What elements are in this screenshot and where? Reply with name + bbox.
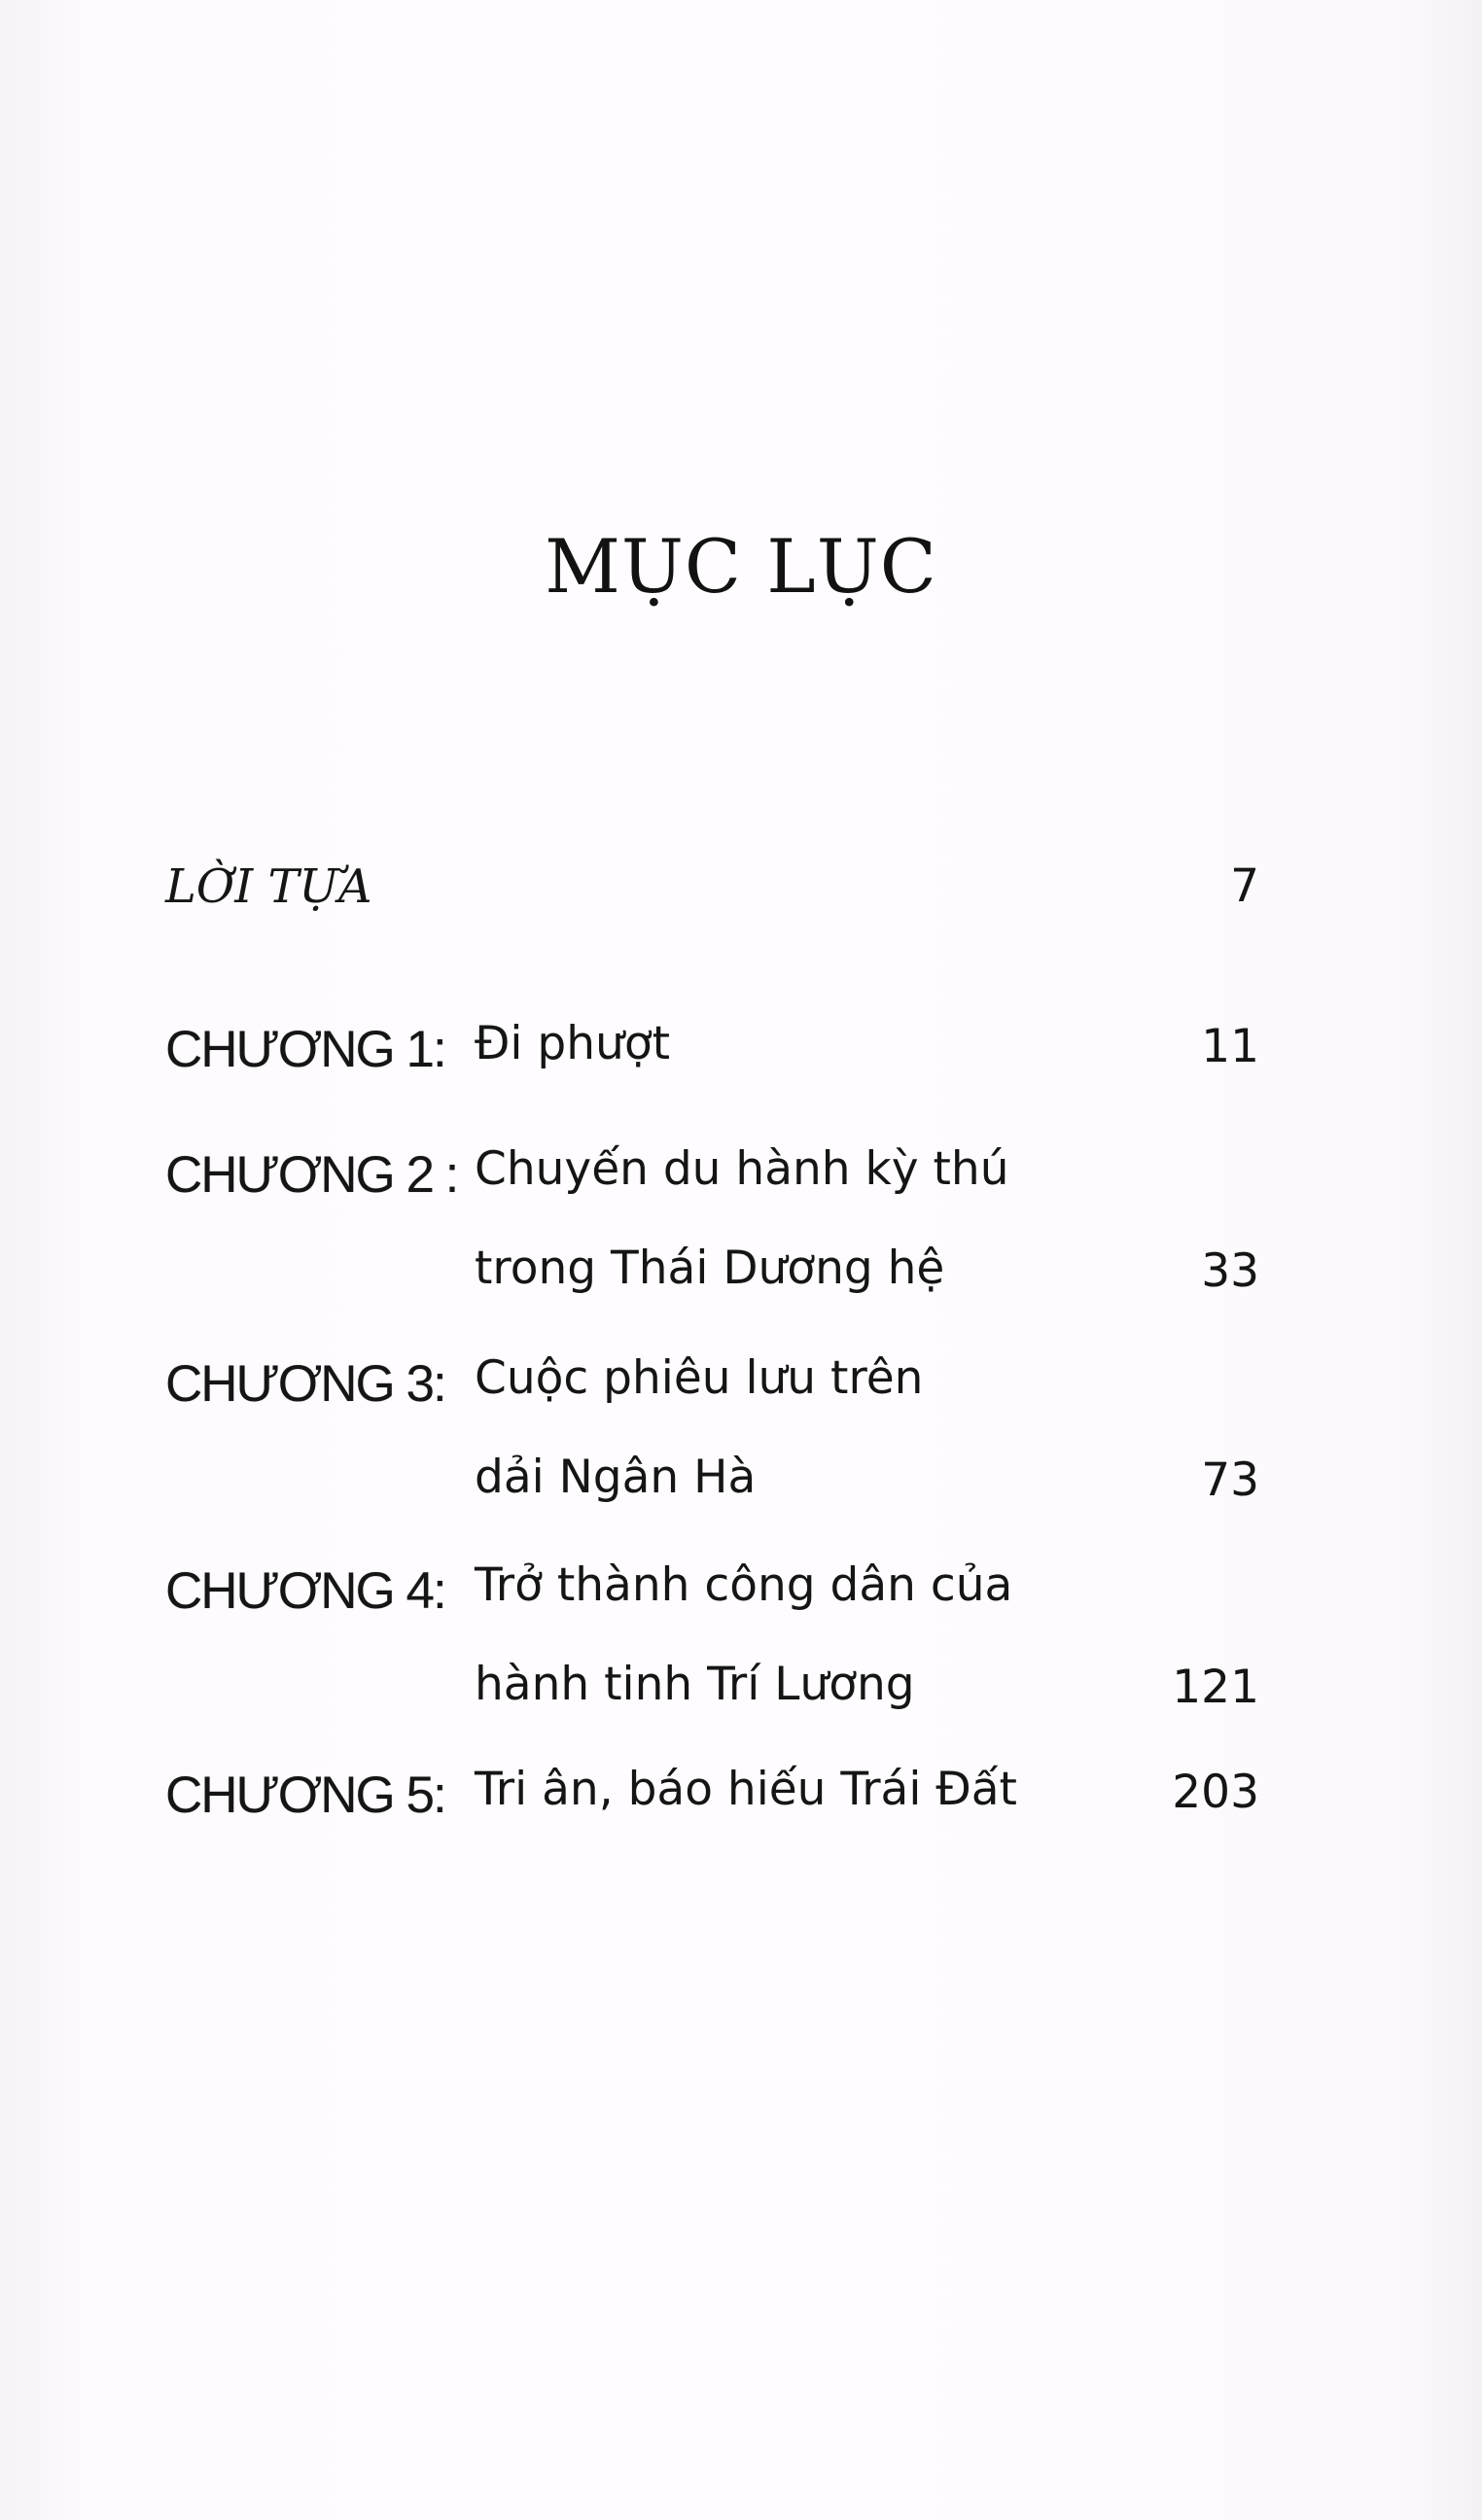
toc-entry-chapter-1 [165, 1017, 1259, 1131]
toc-entry-title [475, 995, 670, 1094]
toc-entry-title [475, 1740, 1017, 1839]
page-title: MỤC LỤC [545, 523, 937, 610]
toc-entry-label: CHƯƠNG 2 : [165, 1146, 458, 1204]
toc-entry-label: LỜI TỰA [165, 859, 372, 914]
toc-page-number: 203 [1172, 1766, 1259, 1819]
toc-page-number: 73 [1201, 1453, 1259, 1507]
toc-title-line: trong Thái Dương hệ [475, 1242, 945, 1295]
toc-page-number: 7 [1230, 859, 1259, 913]
toc-page-number: 33 [1201, 1244, 1259, 1298]
toc-page-number: 11 [1201, 1020, 1259, 1073]
toc-entry-title [475, 1329, 923, 1527]
toc-entry-title [475, 1120, 1009, 1318]
toc-entry-title [475, 1536, 1012, 1734]
toc-title-line: hành tinh Trí Lương [475, 1658, 915, 1711]
toc-title-line: Trở thành công dân của [475, 1558, 1013, 1612]
toc-entry-chapter-5 [165, 1763, 1259, 1876]
toc-entry-label: CHƯƠNG 4: [165, 1562, 445, 1620]
toc-title-line: Đi phượt [475, 1017, 671, 1070]
toc-page-number: 121 [1172, 1661, 1259, 1714]
toc-entry-label: CHƯƠNG 5: [165, 1767, 445, 1824]
toc-title-line: dải Ngân Hà [475, 1451, 757, 1504]
toc-entry-preface [165, 859, 1259, 970]
toc-title-line: Chuyến du hành kỳ thú [475, 1142, 1009, 1196]
toc-entry-label: CHƯƠNG 3: [165, 1355, 445, 1413]
toc-title-line: Cuộc phiêu lưu trên [475, 1351, 924, 1405]
toc-title-line: Tri ân, báo hiếu Trái Đất [475, 1763, 1017, 1816]
toc-entry-label: CHƯƠNG 1: [165, 1021, 445, 1078]
